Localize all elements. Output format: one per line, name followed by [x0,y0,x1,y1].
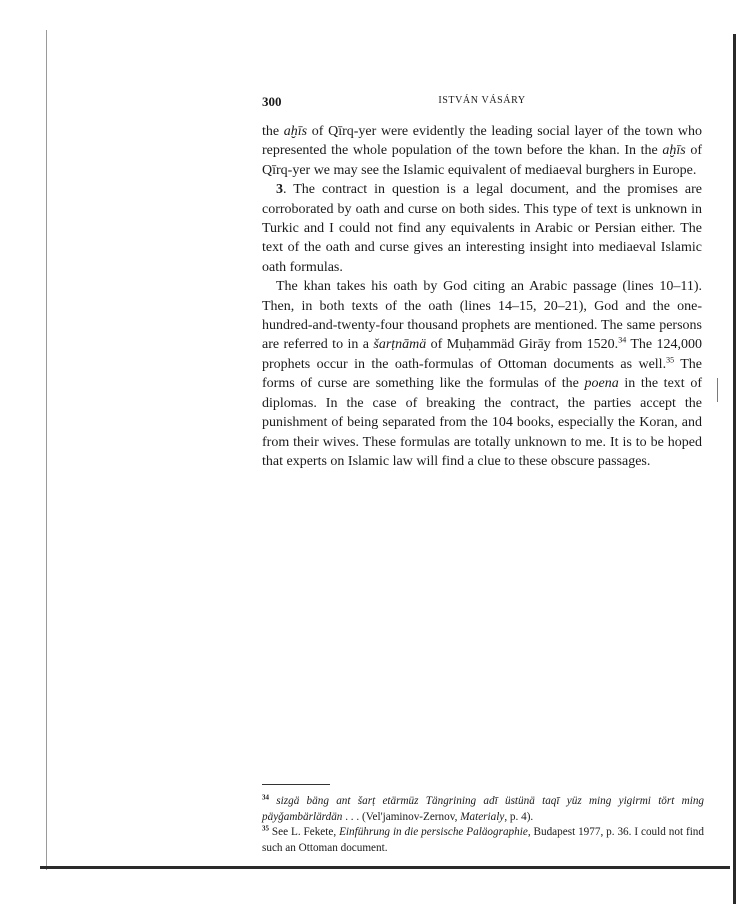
footnote-ref-35[interactable]: 35 [666,355,675,365]
text: , Budapest 1977, p. 36. I could not find such an Ottoman document. [262,826,704,854]
footnote-ref-34[interactable]: 34 [618,335,627,345]
text: the [262,124,284,139]
footnote-mark: 34 [262,793,269,802]
term-sartnama: šarṭnāmä [373,337,427,353]
text: See L. Fekete, [271,826,340,838]
footnote-divider [262,784,330,785]
text: . The contract in question is a legal document, and the promises are corroborated by oath and curse on both sides. This type of text is unknown in Turkic and I could not find any equivalents in Arabic or Persian either. The text of the oath and curse gives an interesting insight into mediaeval Islamic oath formulas. [262,182,702,275]
page-header [262,94,702,110]
text: , p. 4). [504,810,534,823]
footnotes [262,794,704,856]
text: in the text of diplomas. In the case of breaking the contract, the parties accept the punishment of being separated from the 104 books, especially the Koran, and from their wives. These formulas are totally unknown to me. It is to be hoped that experts on Islamic law will find a clue to these obscure passages. [262,376,702,469]
text: The 124,000 prophets occur in the oath-formulas of Ottoman documents as well. [262,337,702,372]
page-number: 300 [262,94,282,109]
text: The forms of curse are something like the formulas of the [262,356,702,392]
term-ahis: aḫīs [283,124,308,139]
paragraph-2 [262,180,702,277]
footnote-title: Einführung in die persische Paläographie [339,826,528,838]
term-poena: poena [584,376,619,392]
running-head: ISTVÁN VÁSÁRY [438,95,526,106]
term-ahis: aḫīs [662,143,686,159]
text: of Qīrq-yer we may see the Islamic equivalent of mediaeval burghers in Europe. [262,143,702,178]
text: . . . (Vel'jaminov-Zernov, [342,810,461,823]
text: The khan takes his oath by God citing an Arabic passage (lines 10–11). Then, in both texts of the oath (lines 14–15, 20–21), God and the one-hundred-and-twenty-four thousand prophets are mentioned. The same persons are referred to in a [262,279,702,353]
text: of Qīrq-yer were evidently the leading social layer of the town who represented the whole population of the town before the khan. In the [262,124,702,159]
footnote-35 [262,825,704,856]
footnote-quote: sizgä bäng ant šarṭ etärmüz Tängrining adī üstünä taqī yüz ming yigirmi tört ming päyǧambärlärdän [262,795,705,823]
scan-left-edge [46,30,47,870]
body-text [262,122,702,471]
section-number: 3 [276,182,283,198]
scan-bottom-edge [40,866,730,869]
footnote-mark: 35 [262,824,269,833]
footnote-34 [262,794,704,825]
scan-margin-mark [717,378,718,402]
paragraph-1 [262,122,702,180]
paragraph-3 [262,277,702,471]
scan-right-edge [733,34,736,904]
footnote-title: Materialy [460,810,505,823]
text: of Muḥammäd Girāy from 1520. [426,337,619,353]
